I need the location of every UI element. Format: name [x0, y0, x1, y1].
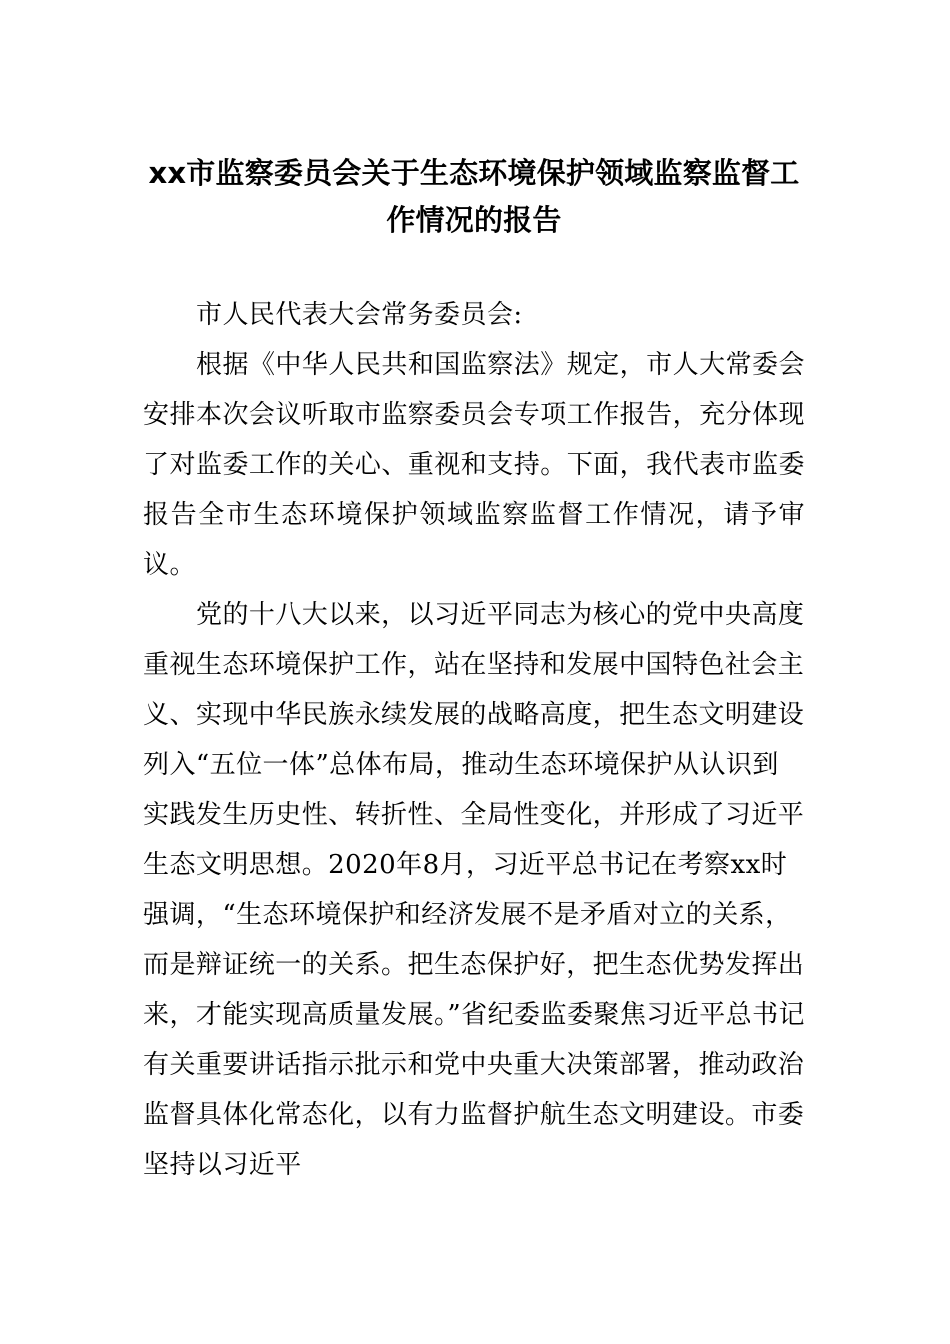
page-title: xx市监察委员会关于生态环境保护领域监察监督工作情况的报告: [148, 156, 800, 237]
title-body-spacer: [143, 244, 805, 290]
body-paragraph-1: 根据《中华人民共和国监察法》规定，市人大常委会安排本次会议听取市监察委员会专项工作报告，充分体现了对监委工作的关心、重视和支持。下面，我代表市监委报告全市生态环境保护领域监察监督工作情况，请予审议。: [143, 350, 805, 580]
document-body: [143, 290, 805, 1190]
body-paragraph-2: 党的十八大以来，以习近平同志为核心的党中央高度重视生态环境保护工作，站在坚持和发展中国特色社会主义、实现中华民族永续发展的战略高度，把生态文明建设列入“五位一体”总体布局，推动生态环境保护从认识到实践发生历史性、转折性、全局性变化，并形成了习近平生态文明思想。2020年8月，习近平总书记在考察xx时强调，“生态环境保护和经济发展不是矛盾对立的关系，而是辩证统一的关系。把生态保护好，把生态优势发挥出来，才能实现高质量发展。”省纪委监委聚焦习近平总书记有关重要讲话指示批示和党中央重大决策部署，推动政治监督具体化常态化，以有力监督护航生态文明建设。市委坚持以习近平: [143, 600, 805, 1180]
document-content: [143, 150, 805, 1190]
salutation-paragraph: 市人民代表大会常务委员会:: [196, 300, 523, 330]
